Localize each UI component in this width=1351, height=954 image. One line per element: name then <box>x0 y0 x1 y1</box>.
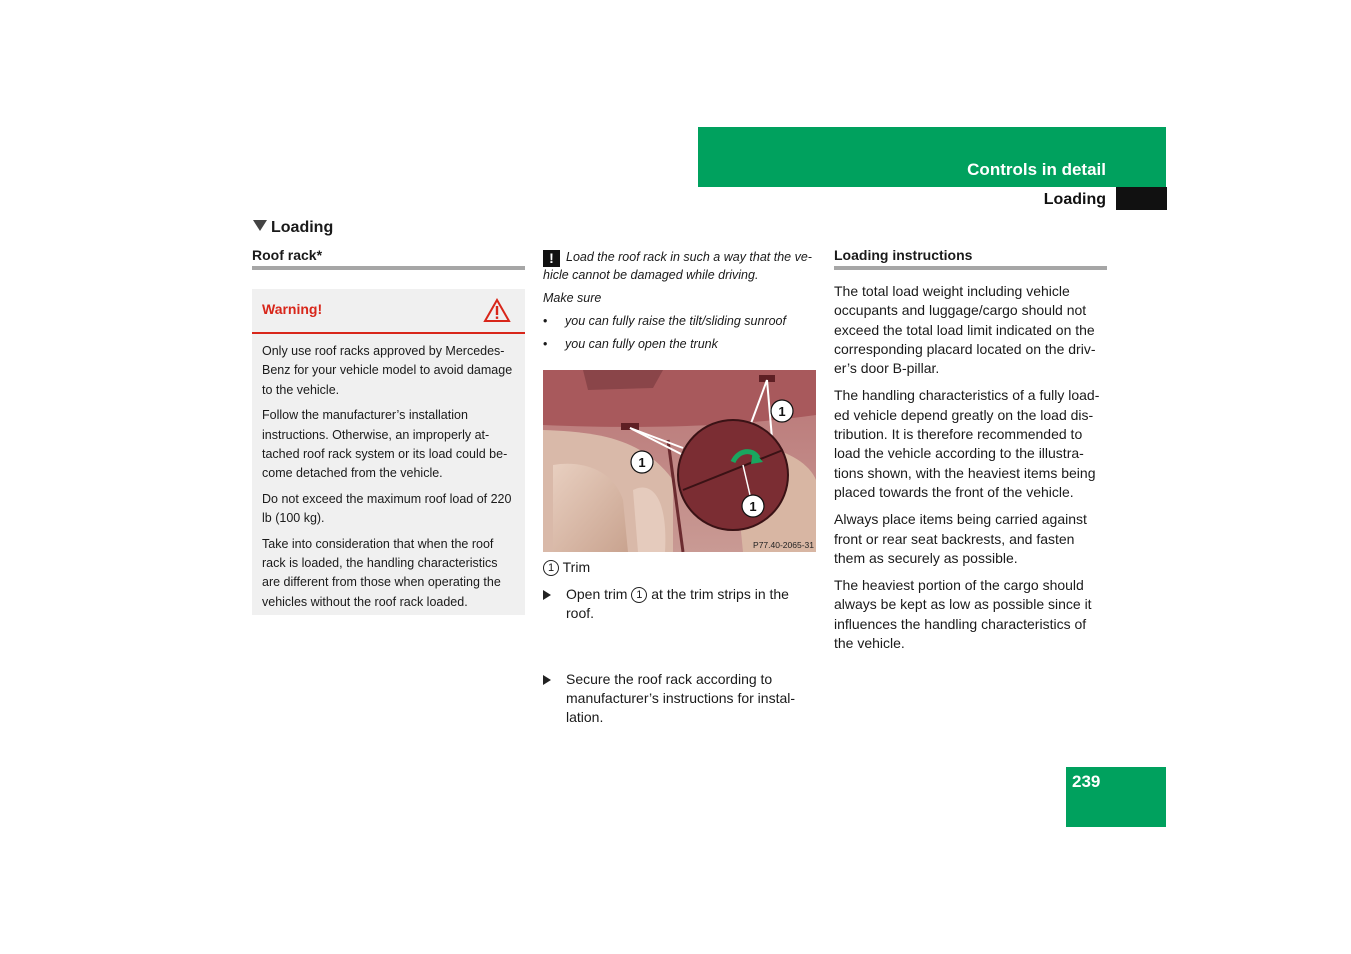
exclamation-icon: ! <box>543 250 560 267</box>
callout-marker: 1 <box>543 560 559 576</box>
step-open-trim <box>543 585 813 624</box>
roof-trim-illustration <box>543 370 816 552</box>
section-tab-marker <box>1116 187 1167 210</box>
loading-instructions-heading: Loading instructions <box>834 247 973 263</box>
svg-text:1: 1 <box>638 455 646 470</box>
list-item: • you can fully open the trunk <box>543 336 817 354</box>
warning-box <box>252 289 525 615</box>
make-sure-label: Make sure <box>543 291 602 305</box>
svg-text:1: 1 <box>778 404 786 419</box>
warning-paragraph: Take into consideration that when the roof rack is loaded, the handling characteristics are different from those when operating the vehicles without the roof rack loaded. <box>262 536 501 609</box>
step-text: Secure the roof rack according to manufacturer’s instructions for instal-lation. <box>566 670 796 726</box>
heading-rule <box>252 266 525 270</box>
warning-body <box>252 334 525 612</box>
callout-1-right <box>771 400 793 422</box>
damage-notice <box>543 249 817 285</box>
warning-header <box>252 289 525 334</box>
step-arrow-icon <box>543 590 551 600</box>
section-title-text: Loading <box>271 219 334 236</box>
paragraph: The total load weight including vehicle occupants and luggage/cargo should not exceed the total load limit indicated on the corresponding placard located on the driv-er’s door B-pillar. <box>834 283 1096 377</box>
warning-triangle-icon <box>483 298 511 323</box>
callout-1-left <box>631 451 653 473</box>
chapter-title: Controls in detail <box>967 160 1106 179</box>
callout-marker: 1 <box>631 587 647 603</box>
section-title <box>253 219 333 237</box>
warning-paragraph: Do not exceed the maximum roof load of 220 lb (100 kg). <box>262 491 512 526</box>
legend-trim <box>543 558 590 577</box>
image-code: P77.40-2065-31 <box>753 540 814 550</box>
triangle-down-icon <box>253 220 267 231</box>
paragraph: The handling characteristics of a fully load-ed vehicle depend greatly on the load dis-tribution. It is therefore recommended to load the vehicle according to the illustra-tions shown, with the heaviest items being placed towards the front of the vehicle. <box>834 387 1100 500</box>
loading-instructions-body <box>834 282 1109 661</box>
warning-paragraph: Follow the manufacturer’s installation instructions. Otherwise, an improperly at-tached roof rack system or its load could be-come detached from the vehicle. <box>262 408 508 481</box>
paragraph: Always place items being carried against front or rear seat backrests, and fasten them as securely as possible. <box>834 511 1087 566</box>
legend-label: Trim <box>562 559 591 575</box>
paragraph: The heaviest portion of the cargo should always be kept as low as possible since it influences the handling characteristics of the vehicle. <box>834 577 1092 652</box>
step-text: at the trim strips in the roof. <box>566 586 789 622</box>
svg-text:1: 1 <box>749 499 757 514</box>
page-number: 239 <box>1072 772 1101 791</box>
section-label: Loading <box>1043 191 1106 208</box>
heading-rule <box>834 266 1107 270</box>
callout-1-inset <box>742 495 764 517</box>
step-arrow-icon <box>543 675 551 685</box>
make-sure-list <box>543 313 817 358</box>
warning-paragraph: Only use roof racks approved by Mercedes-Benz for your vehicle model to avoid damage to the vehicle. <box>262 344 513 397</box>
warning-label: Warning! <box>262 301 323 317</box>
step-secure-rack <box>543 670 815 728</box>
notice-text: Load the roof rack in such a way that the ve-hicle cannot be damaged while driving. <box>543 250 812 282</box>
list-item: • you can fully raise the tilt/sliding sunroof <box>543 313 817 331</box>
roof-rack-heading: Roof rack* <box>252 247 323 263</box>
step-text: Open trim <box>566 586 628 602</box>
